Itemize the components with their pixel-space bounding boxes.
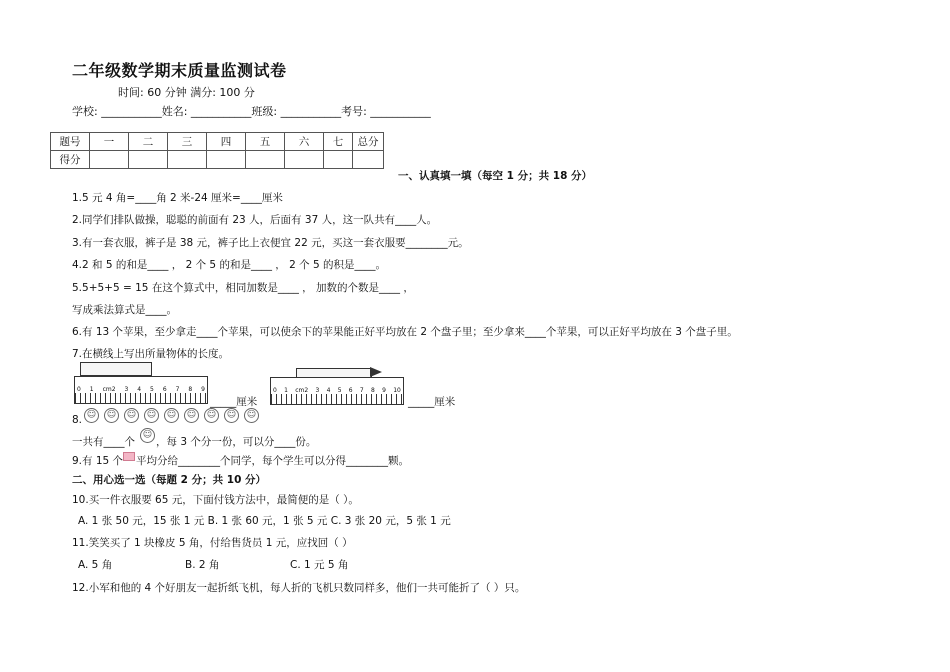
table-cell[interactable]	[353, 151, 384, 169]
ruler-number: 4	[137, 386, 142, 393]
ruler-number: 5	[337, 387, 342, 394]
score-table-score-row	[51, 151, 384, 169]
question-9-part-b: 平均分给________个同学，每个学生可以分得________颗。	[136, 455, 409, 467]
ruler-number: 5	[150, 386, 154, 393]
question-5-continued: 写成乘法算式是____。	[72, 304, 177, 316]
question-11-option-a: A. 5 角	[78, 559, 113, 571]
ruler-number: 8	[371, 387, 375, 394]
table-cell: 四	[207, 133, 246, 151]
question-12: 12.小军和他的 4 个好朋友一起折纸飞机，每人折的飞机只数同样多，他们一共可能折了（ ）只。	[72, 582, 526, 594]
question-6: 6.有 13 个苹果，至少拿走____个苹果，可以使余下的苹果能正好平均放在 2 个盘子里；至少拿来____个苹果，可以正好平均放在 3 个盘子里。	[72, 326, 738, 338]
question-5: 5.5+5+5 = 15 在这个算式中，相同加数是____ ， 加数的个数是____ ，	[72, 282, 414, 294]
question-4: 4.2 和 5 的和是____ ， 2 个 5 的和是____ ， 2 个 5 的积是____。	[72, 259, 386, 271]
smiley-face-icon: ☺	[140, 428, 155, 443]
table-cell: 题号	[51, 133, 90, 151]
time-score-line: 时间: 60 分钟 满分: 100 分	[118, 86, 255, 99]
smiley-face-icon: ☺	[124, 408, 139, 423]
table-cell[interactable]	[129, 151, 168, 169]
question-11-option-b: B. 2 角	[185, 559, 220, 571]
ruler-number: cm2	[102, 386, 116, 393]
question-11: 11.笑笑买了 1 块橡皮 5 角，付给售货员 1 元，应找回（ ）	[72, 537, 353, 549]
ruler-number: 7	[175, 386, 180, 393]
table-cell: 六	[285, 133, 324, 151]
table-cell[interactable]	[168, 151, 207, 169]
ruler-number: 0	[77, 386, 81, 393]
table-cell: 三	[168, 133, 207, 151]
score-table-header-row	[51, 133, 384, 151]
section1-heading: 一、认真填一填（每空 1 分；共 18 分）	[398, 170, 593, 182]
smiley-face-icon: ☺	[104, 408, 119, 423]
ruler-number: 9	[201, 386, 205, 393]
question-10: 10.买一件衣服要 65 元，下面付钱方法中，最简便的是（ ）。	[72, 494, 359, 506]
ruler-number: 10	[393, 387, 401, 394]
student-info-line: 学校: ___________姓名: ___________班级: ___________考号: ___________	[72, 105, 431, 118]
question-8-part-b: ，每 3 个分一份，可以分____份。	[156, 436, 317, 448]
candy-flag-icon	[123, 452, 135, 461]
question-2: 2.同学们排队做操，聪聪的前面有 23 人，后面有 37 人，这一队共有____人。	[72, 214, 438, 226]
ruler-number: 3	[315, 387, 320, 394]
table-cell[interactable]	[285, 151, 324, 169]
ruler-number: 0	[273, 387, 277, 394]
ruler-number: 1	[284, 387, 288, 394]
ruler-number: 1	[89, 386, 94, 393]
ruler-number: 4	[326, 387, 331, 394]
table-cell: 五	[246, 133, 285, 151]
ruler-2	[270, 377, 404, 405]
smiley-face-icon: ☺	[184, 408, 199, 423]
question-7-blank-2[interactable]: _____厘米	[408, 396, 456, 408]
ruler-number: 3	[124, 386, 129, 393]
table-cell[interactable]	[90, 151, 129, 169]
score-table	[50, 132, 384, 169]
question-9-part-a: 9.有 15 个	[72, 455, 124, 467]
ruler-number: 6	[348, 387, 353, 394]
smiley-face-icon: ☺	[84, 408, 99, 423]
table-cell: 二	[129, 133, 168, 151]
smiley-face-icon: ☺	[204, 408, 219, 423]
table-cell[interactable]	[246, 151, 285, 169]
pencil-tip-icon	[370, 367, 382, 377]
question-8-part-a: 一共有____个	[72, 436, 135, 448]
ruler-number: 7	[359, 387, 364, 394]
ruler-1	[74, 376, 208, 404]
table-cell: 总分	[353, 133, 384, 151]
exam-title: 二年级数学期末质量监测试卷	[72, 61, 287, 80]
ruler-number: cm2	[295, 387, 309, 394]
question-3: 3.有一套衣服，裤子是 38 元，裤子比上衣便宜 22 元，买这一套衣服要________元。	[72, 237, 469, 249]
question-7: 7.在横线上写出所量物体的长度。	[72, 348, 230, 360]
question-11-option-c: C. 1 元 5 角	[290, 559, 349, 571]
question-7-blank-1[interactable]: _____厘米	[210, 396, 258, 408]
smiley-face-icon: ☺	[244, 408, 259, 423]
section2-heading: 二、用心选一选（每题 2 分；共 10 分）	[72, 474, 267, 486]
smiley-face-icon: ☺	[164, 408, 179, 423]
ruler-number: 6	[162, 386, 167, 393]
question-10-options: A. 1 张 50 元，15 张 1 元 B. 1 张 60 元，1 张 5 元 C. 3 张 20 元，5 张 1 元	[78, 515, 451, 527]
table-cell: 得分	[51, 151, 90, 169]
measured-object-1	[80, 362, 152, 376]
table-cell: 一	[90, 133, 129, 151]
question-1: 1.5 元 4 角=____角 2 米-24 厘米=____厘米	[72, 192, 283, 204]
smiley-face-icon: ☺	[144, 408, 159, 423]
table-cell[interactable]	[207, 151, 246, 169]
table-cell: 七	[324, 133, 353, 151]
table-cell[interactable]	[324, 151, 353, 169]
smiley-face-icon: ☺	[224, 408, 239, 423]
question-8-number: 8.	[72, 414, 83, 426]
ruler-number: 8	[188, 386, 193, 393]
ruler-number: 9	[382, 387, 386, 394]
